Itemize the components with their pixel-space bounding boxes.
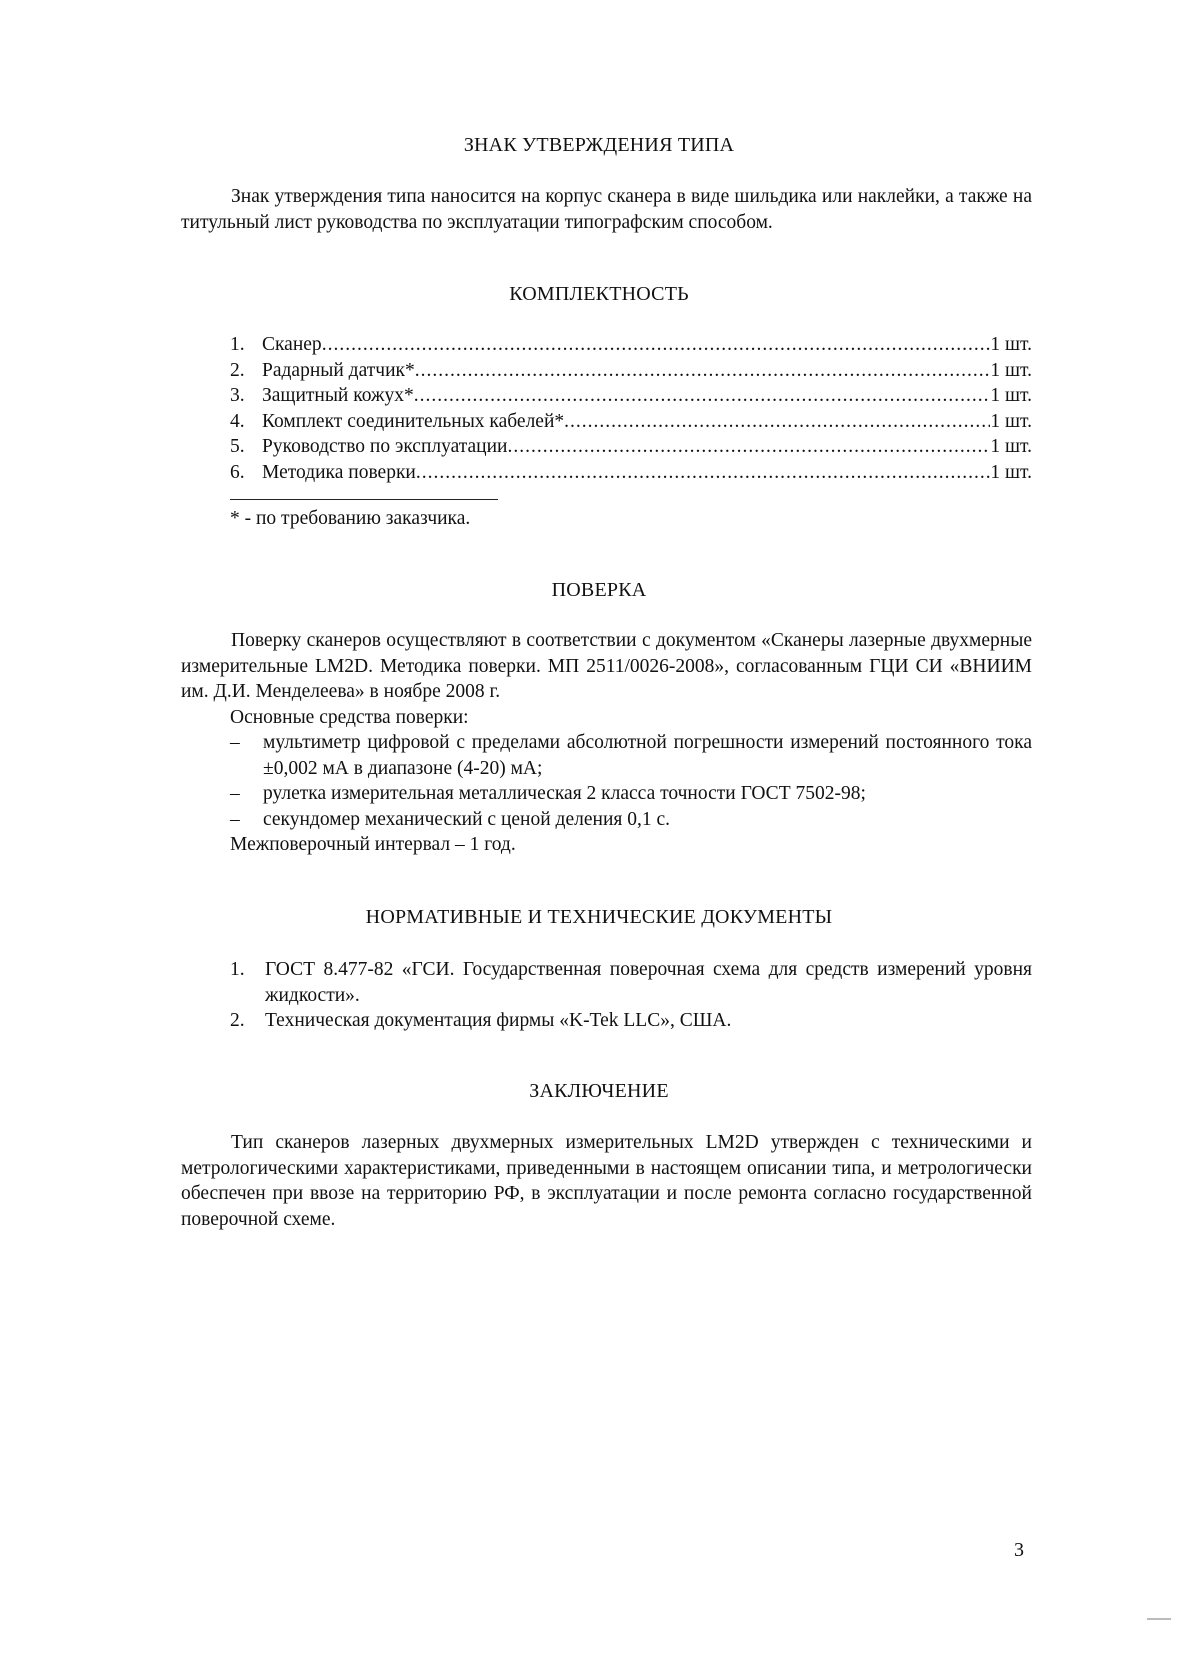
verification-means-list <box>230 730 1032 832</box>
leader-dots <box>416 460 991 486</box>
item-text: Техническая документация фирмы «K-Tek LLC», США. <box>265 1010 732 1031</box>
item-text: секундомер механический с ценой деления 0,1 с. <box>263 808 671 830</box>
verification-means-title: Основные средства поверки: <box>230 707 469 728</box>
paragraph-conclusion <box>181 1130 1032 1232</box>
leader-dots <box>508 434 991 460</box>
item-number: 5. <box>230 436 245 457</box>
item-number: 1. <box>230 959 245 980</box>
list-item <box>230 358 1032 384</box>
item-quantity: 1 шт. <box>990 359 1032 381</box>
item-label: Руководство по эксплуатации <box>262 436 508 457</box>
item-quantity: 1 шт. <box>990 461 1032 483</box>
dash-bullet: – <box>230 732 240 753</box>
dash-bullet: – <box>230 783 240 804</box>
list-item <box>230 781 1032 807</box>
list-item <box>230 807 1032 833</box>
list-item <box>230 730 1032 781</box>
list-item <box>230 957 1032 1008</box>
list-item <box>230 383 1032 409</box>
paragraph-text: Знак утверждения типа наносится на корпус сканера в виде шильдика или наклейки, а также на титульный лист руководства по эксплуатации типографским способом. <box>181 186 1032 233</box>
list-item <box>230 409 1032 435</box>
item-number: 2. <box>230 359 245 381</box>
heading-normative-docs: НОРМАТИВНЫЕ И ТЕХНИЧЕСКИЕ ДОКУМЕНТЫ <box>365 906 833 928</box>
completeness-list <box>230 332 1032 485</box>
normative-docs-list <box>230 957 1032 1034</box>
item-label: Комплект соединительных кабелей* <box>262 410 565 432</box>
footnote: * - по требованию заказчика. <box>230 508 471 529</box>
leader-dots <box>564 409 990 435</box>
dash-bullet: – <box>230 808 240 830</box>
footnote-divider <box>230 499 498 500</box>
heading-conclusion: ЗАКЛЮЧЕНИЕ <box>529 1080 669 1102</box>
item-number: 3. <box>230 385 245 406</box>
heading-verification: ПОВЕРКА <box>551 579 647 601</box>
item-quantity: 1 шт. <box>990 410 1032 432</box>
paragraph-type-mark <box>181 184 1032 235</box>
item-label: Защитный кожух* <box>262 385 414 406</box>
item-label: Методика поверки <box>262 461 416 483</box>
scan-artifact <box>1147 1618 1171 1620</box>
item-text: ГОСТ 8.477-82 «ГСИ. Государственная поверочная схема для средств измерений уровня жидкости». <box>265 959 1032 1006</box>
leader-dots <box>415 358 991 384</box>
item-quantity: 1 шт. <box>990 436 1032 457</box>
page-number: 3 <box>1014 1539 1024 1561</box>
leader-dots <box>322 332 991 358</box>
item-text: мультиметр цифровой с пределами абсолютной погрешности измерений постоянного тока ±0,002 мА в диапазоне (4-20) мА; <box>263 732 1032 779</box>
item-label: Сканер <box>262 334 322 355</box>
paragraph-text: Поверку сканеров осуществляют в соответствии с документом «Сканеры лазерные двухмерные измерительные LM2D. Методика поверки. МП 2511/0026-2008», согласованным ГЦИ СИ «ВНИИМ им. Д.И. Менделеева» в ноябре 2008 г. <box>181 630 1032 702</box>
list-item <box>230 1008 1032 1034</box>
item-quantity: 1 шт. <box>990 385 1032 406</box>
list-item <box>230 460 1032 486</box>
leader-dots <box>414 383 991 409</box>
item-text: рулетка измерительная металлическая 2 класса точности ГОСТ 7502-98; <box>263 783 866 804</box>
item-number: 1. <box>230 334 245 355</box>
verification-interval: Межповерочный интервал – 1 год. <box>230 834 516 855</box>
item-number: 6. <box>230 461 245 483</box>
item-number: 4. <box>230 410 245 432</box>
paragraph-verification <box>181 628 1032 705</box>
item-quantity: 1 шт. <box>990 334 1032 355</box>
heading-type-mark: ЗНАК УТВЕРЖДЕНИЯ ТИПА <box>463 134 735 156</box>
paragraph-text: Тип сканеров лазерных двухмерных измерительных LM2D утвержден с техническими и метрологическими характеристиками, приведенными в настоящем описании типа, и метрологически обеспечен при ввозе на территорию РФ, в эксплуатации и после ремонта согласно государственной поверочной схеме. <box>181 1132 1032 1230</box>
list-item <box>230 434 1032 460</box>
item-number: 2. <box>230 1010 245 1031</box>
item-label: Радарный датчик* <box>262 359 415 381</box>
list-item <box>230 332 1032 358</box>
heading-completeness: КОМПЛЕКТНОСТЬ <box>509 283 689 305</box>
